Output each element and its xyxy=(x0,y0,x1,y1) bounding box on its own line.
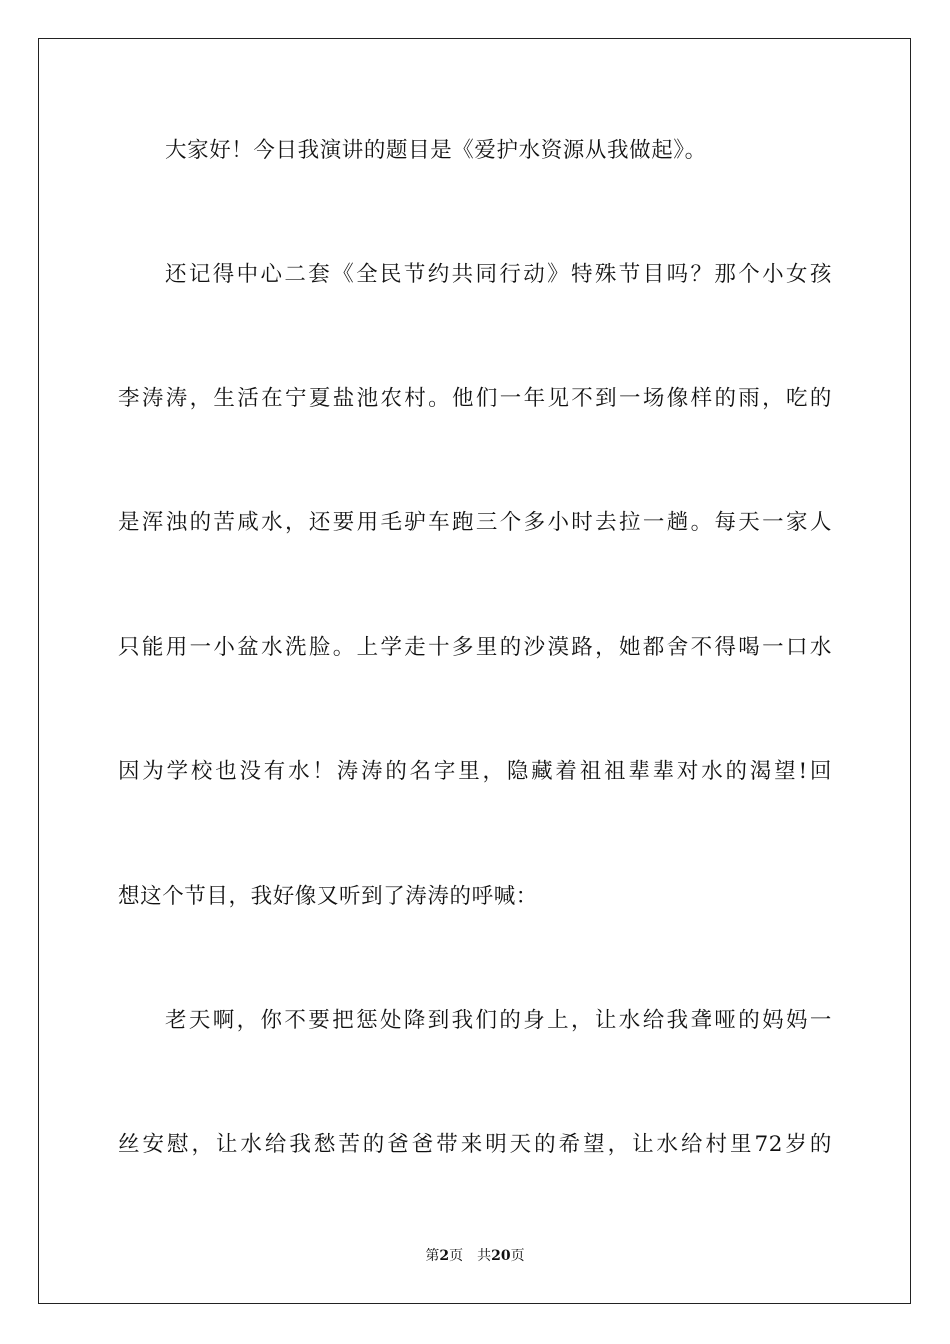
total-pages: 20 xyxy=(491,1248,511,1264)
paragraph-line-1: 大家好！今日我演讲的题目是《爱护水资源从我做起》。 xyxy=(165,138,707,163)
page-border xyxy=(38,38,911,1304)
page-number: 2 xyxy=(439,1248,450,1264)
paragraph-line-7: 想这个节目，我好像又听到了涛涛的呼喊： xyxy=(118,884,538,909)
total-prefix: 共 xyxy=(477,1248,492,1264)
paragraph-line-5: 只能用一小盆水洗脸。上学走十多里的沙漠路，她都舍不得喝一口水 xyxy=(118,635,832,660)
paragraph-line-3: 李涛涛，生活在宁夏盐池农村。他们一年见不到一场像样的雨，吃的 xyxy=(118,386,832,411)
paragraph-line-8: 老天啊，你不要把惩处降到我们的身上，让水给我聋哑的妈妈一 xyxy=(165,1008,832,1033)
page-prefix: 第 xyxy=(425,1248,440,1264)
page-footer xyxy=(0,1246,950,1266)
paragraph-line-2: 还记得中心二套《全民节约共同行动》特殊节目吗？那个小女孩 xyxy=(165,262,832,287)
total-suffix: 页 xyxy=(510,1248,525,1264)
paragraph-line-9: 丝安慰，让水给我愁苦的爸爸带来明天的希望，让水给村里72岁的 xyxy=(118,1132,832,1157)
paragraph-line-4: 是浑浊的苦咸水，还要用毛驴车跑三个多小时去拉一趟。每天一家人 xyxy=(118,510,832,535)
paragraph-line-6: 因为学校也没有水！涛涛的名字里，隐藏着祖祖辈辈对水的渴望!回 xyxy=(118,759,832,784)
page-suffix: 页 xyxy=(449,1248,464,1264)
